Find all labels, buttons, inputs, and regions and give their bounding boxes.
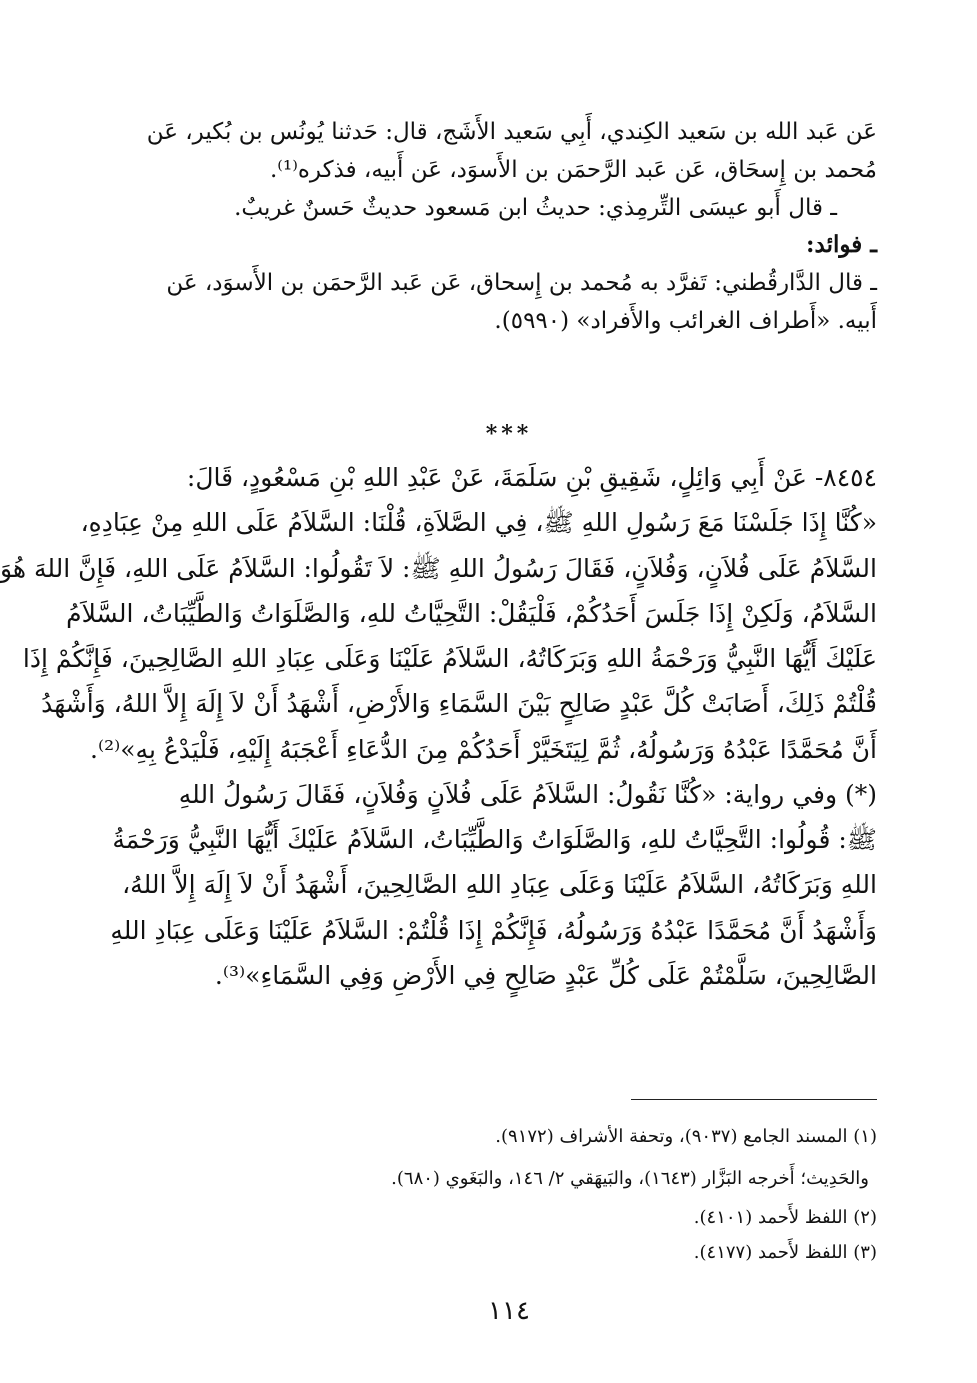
page-number: ١١٤ (488, 1296, 530, 1326)
text-line: أَبيه. «أَطراف الغرائب والأَفراد» (٥٩٩٠). (494, 307, 877, 334)
riwaya-line: ﷺ: قُولُوا: التَّحِيَّاتُ للهِ، وَالصَّلَوَاتُ وَالطَّيِّبَاتُ، السَّلاَمُ عَلَيْكَ أَيُّهَا النَّبِيُّ وَرَحْمَةُ (112, 825, 877, 854)
footnote-1-continued: والحَدِيث؛ أَخرجه البَزَّار (١٦٤٣)، والبَيهَقي ٢/ ١٤٦، والبَغَوي (٦٨٠). (391, 1168, 869, 1189)
text-line: مُحمد بن إِسحَاق، عَن عَبد الرَّحمَن بن الأَسوَد، عَن أَبيه، فذكره⁽¹⁾. (270, 156, 877, 183)
benefits-heading: ـ فوائد: (806, 231, 877, 259)
hadith-line: أَنَّ مُحَمَّدًا عَبْدُهُ وَرَسُولُهُ، ثُمَّ لِيَتَخَيَّرْ أَحَدُكُمْ مِنَ الدُّعَاءِ أَعْجَبَهُ إِلَيْهِ، فَلْيَدْعُ بِهِ»⁽²⁾. (90, 734, 877, 764)
hadith-line: ٨٤٥٤- عَنْ أَبِي وَائِلٍ، شَقِيقِ بْنِ سَلَمَةَ، عَنْ عَبْدِ اللهِ بْنِ مَسْعُودٍ، قَالَ: (186, 463, 877, 492)
hadith-line: السَّلاَمُ، وَلَكِنْ إِذَا جَلَسَ أَحَدُكُمْ، فَلْيَقُلْ: التَّحِيَّاتُ للهِ، وَالصَّلَوَاتُ وَالطَّيِّبَاتُ، السَّلاَمُ (66, 598, 877, 628)
text-line: ـ قال الدَّارقُطني: تَفرَّد به مُحمد بن إِسحاق، عَن عَبد الرَّحمَن بن الأَسوَد، عَن (166, 270, 877, 296)
riwaya-line: (*) وفي رواية: «كُنَّا نَقُولُ: السَّلاَمُ عَلَى فُلاَنٍ وَفُلاَنٍ، فَقَالَ رَسُولُ اللهِ (178, 779, 877, 809)
hadith-line: قُلْتُمْ ذَلِكَ، أَصَابَتْ كُلَّ عَبْدٍ صَالِحٍ بَيْنَ السَّمَاءِ وَالأَرْضِ، أَشْهَدُ أَنْ لاَ إِلَهَ إِلاَّ اللهُ، وَأَشْهَدُ (41, 689, 877, 719)
hadith-line: عَلَيْكَ أَيُّهَا النَّبِيُّ وَرَحْمَةُ اللهِ وَبَرَكَاتُهُ، السَّلاَمُ عَلَيْنَا وَعَلَى عِبَادِ اللهِ الصَّالِحِينَ، فَإِنَّكُمْ إِذَا (22, 644, 877, 673)
text-line: عَن عَبد الله بن سَعيد الكِندي، أَبِي سَعيد الأَشَج، قال: حَدثنا يُونُس بن بُكير، عَن (146, 119, 877, 145)
text-top-block (141, 118, 877, 336)
section-separator: *** (485, 421, 533, 447)
hadith-line: «كُنَّا إِذَا جَلَسْنَا مَعَ رَسُولِ اللهِ ﷺ، فِي الصَّلاَةِ، قُلْنَا: السَّلاَمُ عَلَى اللهِ مِنْ عِبَادِهِ، (80, 508, 877, 538)
hadith-block (0, 462, 877, 991)
riwaya-line: الصَّالِحِينَ، سَلَّمْتُمْ عَلَى كُلِّ عَبْدٍ صَالِحٍ فِي الأَرْضِ وَفِي السَّمَاءِ»⁽³⁾. (214, 960, 877, 990)
riwaya-line: وَأَشْهَدُ أَنَّ مُحَمَّدًا عَبْدُهُ وَرَسُولُهُ، فَإِنَّكُمْ إِذَا قُلْتُمْ: السَّلاَمُ عَلَيْنَا وَعَلَى عِبَادِ اللهِ (110, 915, 877, 945)
hadith-line: السَّلاَمُ عَلَى فُلاَنٍ، وَفُلاَنٍ، فَقَالَ رَسُولُ اللهِ ﷺ: لاَ تَقُولُوا: السَّلاَمُ عَلَى اللهِ، فَإِنَّ اللهَ هُوَ (0, 553, 877, 583)
footnote-3: (٣) اللفظ لأَحمد (٤١٧٧). (693, 1242, 877, 1263)
tirmidhi-ruling-line: ـ قال أَبو عيسَى التِّرمِذي: حديثُ ابن مَسعود حديثٌ حَسنٌ غريبٌ. (234, 194, 837, 221)
footnote-divider (631, 1099, 877, 1100)
footnote-1: (١) المسند الجامع (٩٠٣٧)، وتحفة الأشراف (٩١٧٢). (495, 1126, 877, 1147)
footnote-2: (٢) اللفظ لأَحمد (٤١٠١). (693, 1207, 877, 1228)
riwaya-line: اللهِ وَبَرَكَاتُهُ، السَّلاَمُ عَلَيْنَا وَعَلَى عِبَادِ اللهِ الصَّالِحِينَ، أَشْهَدُ أَنْ لاَ إِلَهَ إِلاَّ اللهُ، (122, 870, 877, 900)
